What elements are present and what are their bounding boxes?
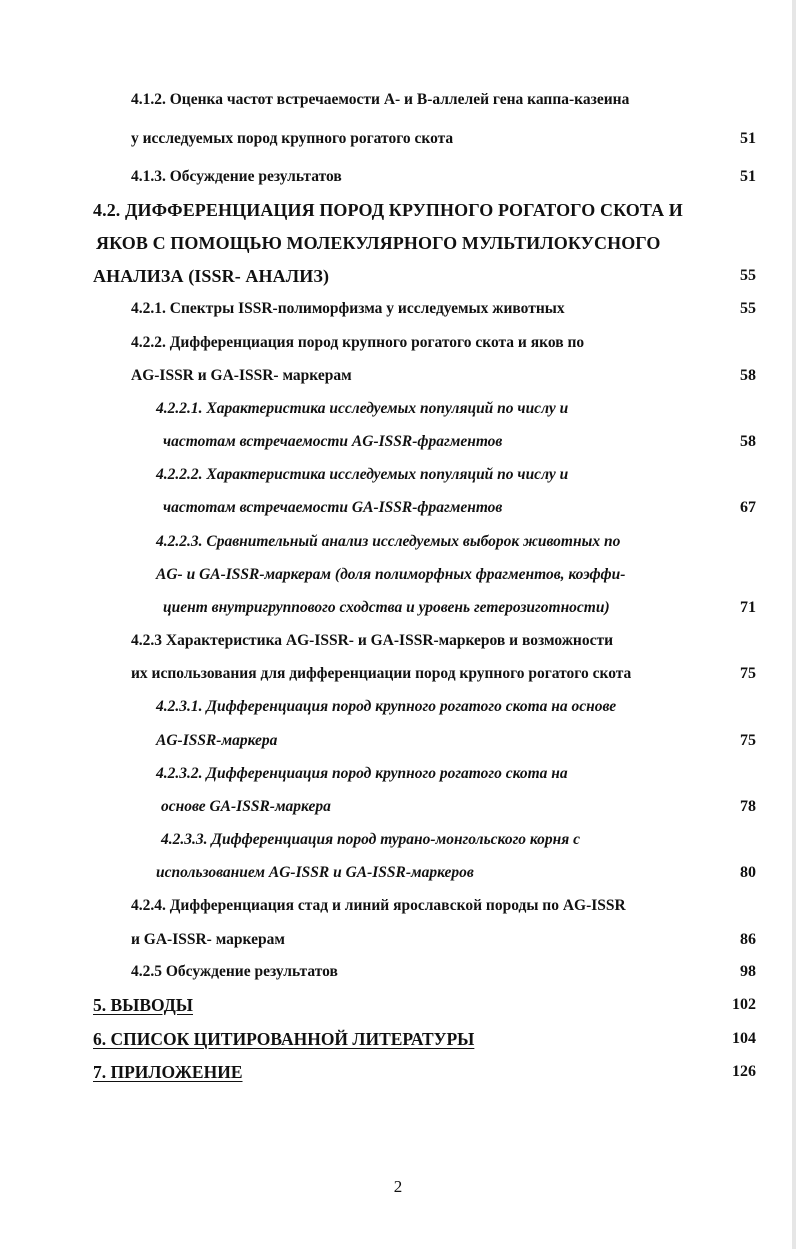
toc-entry-4-2-4-line2: и GA-ISSR- маркерам <box>131 931 285 948</box>
toc-page-4-2-3-1: 75 <box>740 732 756 749</box>
toc-entry-4-2-2-2-line1: 4.2.2.2. Характеристика исследуемых популяций по числу и <box>156 466 569 483</box>
toc-entry-4-2-3-2-line2: основе GA-ISSR-маркера <box>161 798 331 815</box>
toc-entry-4-2-1: 4.2.1. Спектры ISSR-полиморфизма у исследуемых животных <box>131 300 565 317</box>
toc-entry-4-2-2-1-line1: 4.2.2.1. Характеристика исследуемых популяций по числу и <box>156 400 569 417</box>
toc-entry-4-2-2-line1: 4.2.2. Дифференциация пород крупного рогатого скота и яков по <box>131 334 585 351</box>
toc-page-4-2-1: 55 <box>740 300 756 317</box>
toc-entry-4-2-3-1-line2: AG-ISSR-маркера <box>156 732 278 749</box>
page-number: 2 <box>393 1177 403 1196</box>
toc-entry-4-2-3-1-line1: 4.2.3.1. Дифференциация пород крупного рогатого скота на основе <box>156 698 617 715</box>
toc-page-4-1-2: 51 <box>740 130 756 147</box>
toc-entry-4-2-2-line2: AG-ISSR и GA-ISSR- маркерам <box>131 367 352 384</box>
toc-entry-4-2-3-line1: 4.2.3 Характеристика AG-ISSR- и GA-ISSR-маркеров и возможности <box>131 632 614 649</box>
toc-entry-4-2-line1: 4.2. ДИФФЕРЕНЦИАЦИЯ ПОРОД КРУПНОГО РОГАТОГО СКОТА И <box>93 200 683 220</box>
toc-entry-4-2-2-2-line2: частотам встречаемости GA-ISSR-фрагментов <box>163 499 503 516</box>
toc-chapter-appendix: 7. ПРИЛОЖЕНИЕ <box>93 1062 243 1082</box>
toc-page-4-1-3: 51 <box>740 168 756 185</box>
toc-page-4-2-4: 86 <box>740 931 756 948</box>
toc-page-4-2: 55 <box>740 267 756 284</box>
toc-entry-4-2-2-3-line1: 4.2.2.3. Сравнительный анализ исследуемых выборок животных по <box>156 533 621 550</box>
toc-entry-4-2-2-1-line2: частотам встречаемости AG-ISSR-фрагментов <box>163 433 503 450</box>
toc-entry-4-2-3-2-line1: 4.2.3.2. Дифференциация пород крупного рогатого скота на <box>156 765 568 782</box>
toc-entry-4-2-line2: ЯКОВ С ПОМОЩЬЮ МОЛЕКУЛЯРНОГО МУЛЬТИЛОКУСНОГО <box>96 233 661 253</box>
scan-edge <box>792 0 796 1249</box>
toc-page-4-2-5: 98 <box>740 963 756 980</box>
toc-page-4-2-2: 58 <box>740 367 756 384</box>
toc-entry-4-2-3-3-line2: использованием AG-ISSR и GA-ISSR-маркеров <box>156 864 474 881</box>
toc-entry-4-2-3-3-line1: 4.2.3.3. Дифференциация пород турано-монгольского корня с <box>161 831 581 848</box>
toc-page-references: 104 <box>732 1030 756 1047</box>
toc-chapter-conclusions: 5. ВЫВОДЫ <box>93 995 193 1015</box>
toc-entry-4-2-line3: АНАЛИЗА (ISSR- АНАЛИЗ) <box>93 266 330 286</box>
toc-chapter-references: 6. СПИСОК ЦИТИРОВАННОЙ ЛИТЕРАТУРЫ <box>93 1029 475 1049</box>
toc-page-4-2-2-2: 67 <box>740 499 756 516</box>
toc-entry-4-1-3: 4.1.3. Обсуждение результатов <box>131 168 342 185</box>
toc-entry-4-2-4-line1: 4.2.4. Дифференциация стад и линий ярославской породы по AG-ISSR <box>131 897 626 914</box>
toc-page-4-2-3: 75 <box>740 665 756 682</box>
toc-page-4-2-2-3: 71 <box>740 599 756 616</box>
toc-entry-4-2-5: 4.2.5 Обсуждение результатов <box>131 963 338 980</box>
toc-entry-4-2-2-3-line2: AG- и GA-ISSR-маркерам (доля полиморфных фрагментов, коэффи- <box>156 566 626 583</box>
toc-entry-4-1-2-line2: у исследуемых пород крупного рогатого скота <box>131 130 454 147</box>
toc-entry-4-2-2-3-line3: циент внутригруппового сходства и уровень гетерозиготности) <box>163 599 610 616</box>
toc-page-conclusions: 102 <box>732 996 756 1013</box>
toc-page-4-2-3-3: 80 <box>740 864 756 881</box>
toc-entry-4-1-2-line1: 4.1.2. Оценка частот встречаемости А- и В-аллелей гена каппа-казеина <box>131 91 630 108</box>
toc-page-4-2-3-2: 78 <box>740 798 756 815</box>
toc-page-4-2-2-1: 58 <box>740 433 756 450</box>
toc-page-appendix: 126 <box>732 1063 756 1080</box>
toc-entry-4-2-3-line2: их использования для дифференциации пород крупного рогатого скота <box>131 665 632 682</box>
